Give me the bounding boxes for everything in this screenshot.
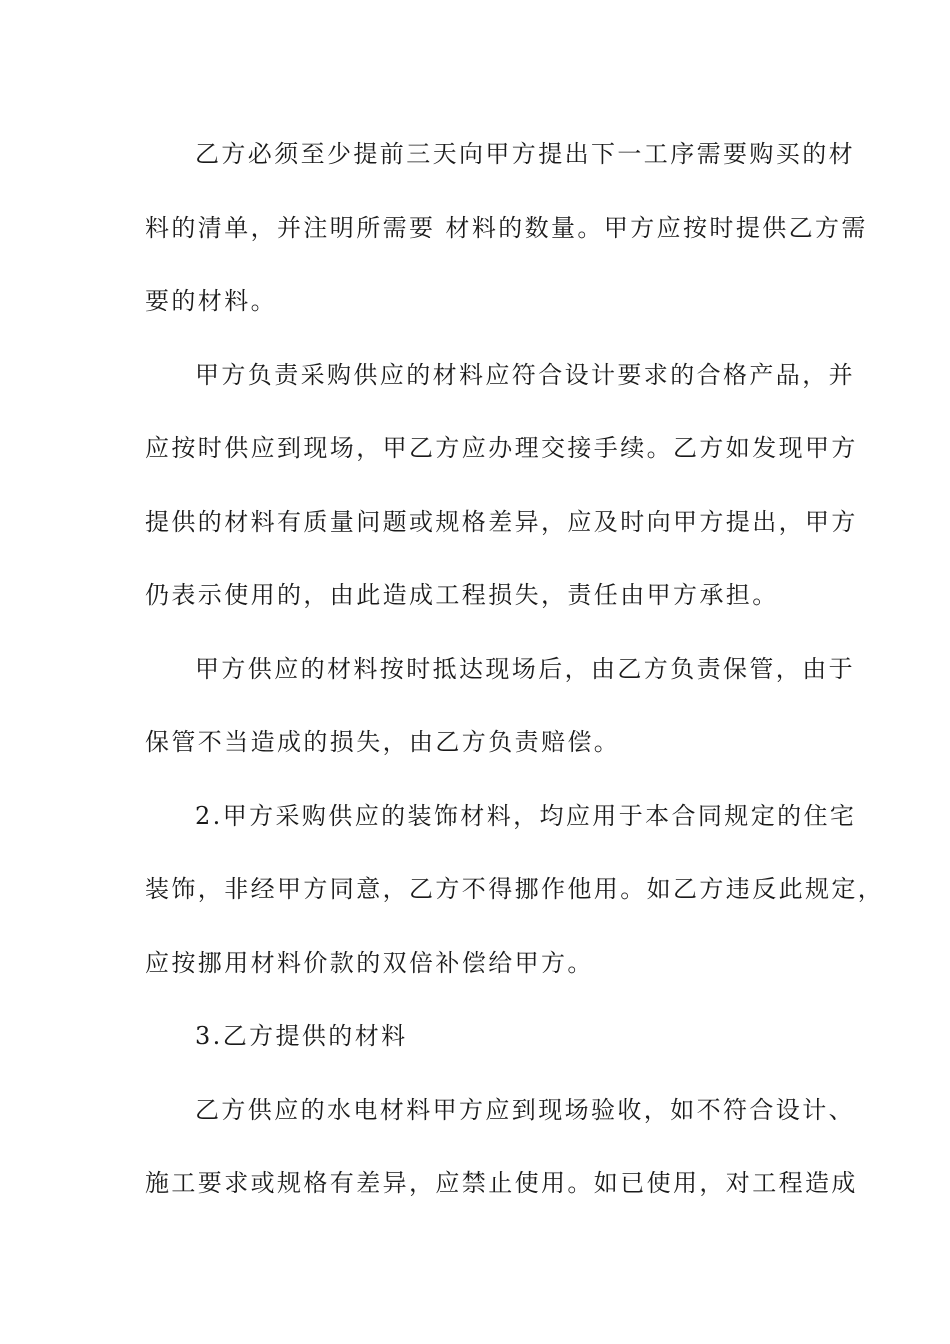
paragraph-line: 提供的材料有质量问题或规格差异，应及时向甲方提出，甲方 xyxy=(145,507,858,536)
paragraph-line: 装饰，非经甲方同意，乙方不得挪作他用。如乙方违反此规定， xyxy=(145,875,885,903)
paragraph-line: 仍表示使用的，由此造成工程损失，责任由甲方承担。 xyxy=(145,581,779,609)
paragraph-line: 乙方供应的水电材料甲方应到现场验收，如不符合设计、 xyxy=(195,1095,855,1124)
paragraph-line: 甲方负责采购供应的材料应符合设计要求的合格产品，并 xyxy=(195,360,855,389)
paragraph-line: 乙方必须至少提前三天向甲方提出下一工序需要购买的材 xyxy=(195,140,855,168)
paragraph-line: 应按挪用材料价款的双倍补偿给甲方。 xyxy=(145,948,594,977)
paragraph-line: 料的清单，并注明所需要 材料的数量。甲方应按时提供乙方需 xyxy=(145,213,868,242)
section-heading: 3.乙方提供的材料 xyxy=(195,1022,408,1050)
paragraph-line: 2.甲方采购供应的装饰材料，均应用于本合同规定的住宅 xyxy=(195,801,857,830)
paragraph-line: 要的材料。 xyxy=(145,287,277,315)
paragraph-line: 保管不当造成的损失，由乙方负责赔偿。 xyxy=(145,728,621,756)
paragraph-line: 甲方供应的材料按时抵达现场后，由乙方负责保管，由于 xyxy=(195,654,855,683)
paragraph-line: 应按时供应到现场，甲乙方应办理交接手续。乙方如发现甲方 xyxy=(145,434,858,462)
paragraph-line: 施工要求或规格有差异，应禁止使用。如已使用，对工程造成 xyxy=(145,1169,858,1197)
document-body xyxy=(145,118,885,1221)
